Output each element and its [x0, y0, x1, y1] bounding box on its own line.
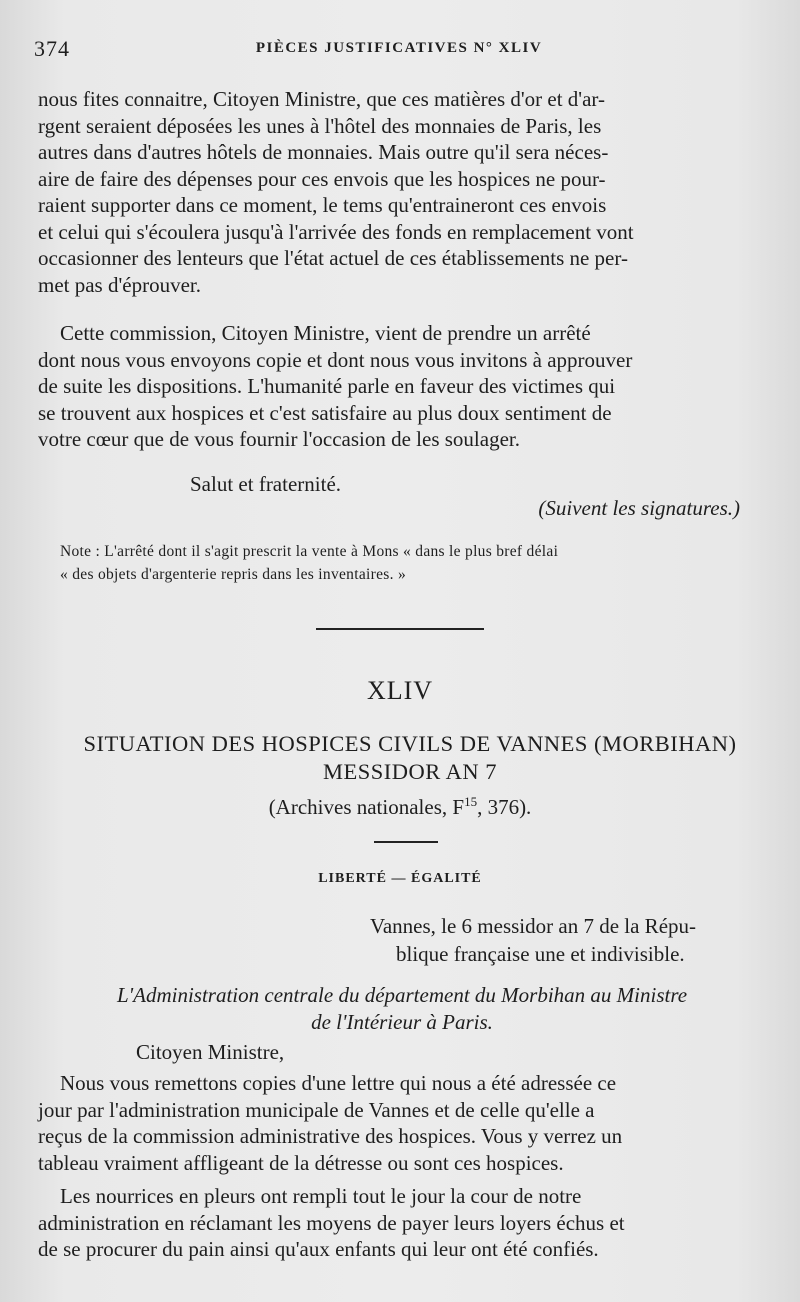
- text-line: Nous vous remettons copies d'une lettre qui nous a été adressée ce: [60, 1071, 617, 1095]
- text-line: autres dans d'autres hôtels de monnaies. Mais outre qu'il sera néces-: [38, 140, 609, 164]
- source-superscript: 15: [464, 794, 478, 809]
- archive-source: [0, 794, 800, 820]
- page-header: [34, 36, 764, 66]
- text-line: Les nourrices en pleurs ont rempli tout le jour la cour de notre: [60, 1184, 582, 1208]
- section-divider: [316, 628, 484, 630]
- dateline: [370, 912, 770, 968]
- text-line: de suite les dispositions. L'humanité parle en faveur des victimes qui: [38, 374, 616, 398]
- text-line: et celui qui s'écoulera jusqu'à l'arrivée des fonds en remplacement vont: [38, 219, 634, 244]
- footnote: [60, 540, 760, 586]
- text-line: se trouvent aux hospices et c'est satisfaire au plus doux sentiment de: [38, 400, 612, 425]
- signatures-note: (Suivent les signatures.): [538, 496, 740, 520]
- source-end: , 376).: [477, 795, 532, 819]
- addressee-line: de l'Intérieur à Paris.: [311, 1010, 493, 1034]
- footnote-line: « des objets d'argenterie repris dans les inventaires. »: [60, 566, 407, 583]
- section-number: XLIV: [366, 676, 434, 705]
- text-line: dont nous vous envoyons copie et dont nous vous invitons à approuver: [38, 347, 633, 372]
- text-line: Cette commission, Citoyen Ministre, vient de prendre un arrêté: [60, 321, 591, 345]
- letter-top-paragraph-1: [38, 86, 762, 298]
- page-number: 374: [34, 36, 70, 61]
- section-title: [20, 730, 800, 786]
- addressee-line: L'Administration centrale du département du Morbihan au Ministre: [116, 983, 688, 1007]
- text-line: administration en réclamant les moyens de payer leurs loyers échus et: [38, 1210, 625, 1235]
- text-line: occasionner des lenteurs que l'état actuel de ces établissements ne per-: [38, 246, 628, 270]
- footnote-line: Note : L'arrêté dont il s'agit prescrit la vente à Mons « dans le plus bref délai: [60, 543, 559, 560]
- text-line: met pas d'éprouver.: [38, 272, 201, 297]
- text-line: rgent seraient déposées les unes à l'hôtel des monnaies de Paris, les: [38, 113, 602, 138]
- dateline-line: blique française une et indivisible.: [396, 942, 685, 966]
- source-text: (Archives nationales, F: [268, 795, 465, 819]
- text-line: nous fites connaitre, Citoyen Ministre, que ces matières d'or et d'ar-: [38, 87, 605, 111]
- running-head: PIÈCES JUSTIFICATIVES N° XLIV: [255, 40, 543, 56]
- text-line: votre cœur que de vous fournir l'occasion de les soulager.: [38, 427, 520, 451]
- section-title-line: MESSIDOR AN 7: [322, 759, 498, 784]
- text-line: tableau vraiment affligeant de la détresse ou sont ces hospices.: [38, 1150, 564, 1175]
- salutation: Salut et fraternité.: [190, 472, 342, 496]
- motto: LIBERTÉ — ÉGALITÉ: [318, 871, 482, 886]
- section-title-line: SITUATION DES HOSPICES CIVILS DE VANNES (MORBIHAN): [83, 731, 737, 756]
- text-line: jour par l'administration municipale de Vannes et de celle qu'elle a: [38, 1097, 595, 1122]
- title-divider: [374, 841, 438, 843]
- text-line: reçus de la commission administrative des hospices. Vous y verrez un: [38, 1124, 623, 1148]
- letter-bottom-paragraph-1: [38, 1070, 762, 1176]
- addressee: [40, 982, 764, 1036]
- letter-bottom-paragraph-2: [38, 1183, 762, 1263]
- dateline-line: Vannes, le 6 messidor an 7 de la Répu-: [370, 914, 697, 938]
- greeting: Citoyen Ministre,: [136, 1040, 285, 1064]
- text-line: aire de faire des dépenses pour ces envois que les hospices ne pour-: [38, 166, 606, 191]
- text-line: raient supporter dans ce moment, le tems qu'entraineront ces envois: [38, 193, 607, 217]
- letter-top-paragraph-2: [38, 320, 762, 453]
- text-line: de se procurer du pain ainsi qu'aux enfants qui leur ont été confiés.: [38, 1237, 599, 1261]
